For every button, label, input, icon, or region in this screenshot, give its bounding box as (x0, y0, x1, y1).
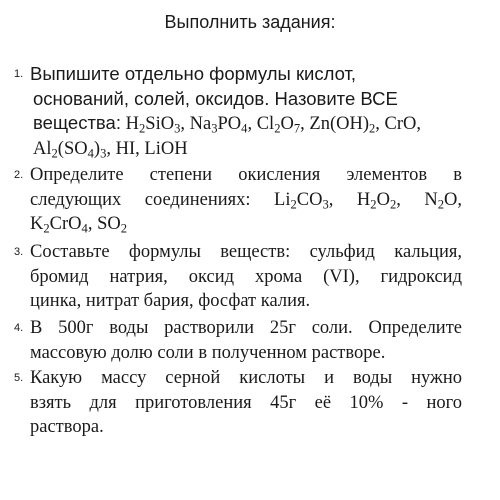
task-3-line-1: Составьте формулы веществ: сульфид кальция, (30, 242, 462, 262)
task-number: 5. (14, 372, 24, 384)
formula-h2sio3: $H_2SiO_3$ (125, 114, 181, 136)
task-5 (14, 366, 462, 440)
task-3-line-2: бромид натрия, оксид хрома (VI), гидроксид (30, 266, 462, 287)
task-2-line-1: Определите степени окисления элементов в (30, 165, 462, 185)
formulas-hi-lioh: , HI, LiOH (106, 138, 188, 159)
task-4-line-2: массовую долю соли в полученном растворе. (30, 342, 386, 363)
task-1 (14, 62, 462, 161)
task-5-line-2: взять для приготовления 45г её 10% - ного (30, 392, 462, 413)
page-title: Выполнить задания: (164, 12, 336, 32)
formula-al2-so4-3: $Al_2(SO_4)_3$ (33, 138, 107, 161)
task-1-line-4 (30, 137, 462, 162)
task-4 (14, 316, 462, 365)
formula-zn-oh-2: $Zn(OH)_2$ (309, 114, 376, 136)
task-3 (14, 240, 462, 314)
formula-cl2o7: $Cl_2O_7$ (256, 114, 301, 136)
formula-li2co3: $Li_2CO_3$ (274, 189, 329, 212)
task-number: 4. (14, 322, 24, 334)
formula-so2: $SO_2$ (97, 214, 128, 236)
task-number: 1. (14, 68, 24, 80)
formula-cro: CrO (384, 114, 417, 134)
formula-na3po4: $Na_3PO_4$ (189, 114, 248, 136)
formula-h2o2: $H_2O_2$ (356, 189, 397, 212)
task-3-line-3: цинка, нитрат бария, фосфат калия. (30, 291, 311, 311)
task-number: 2. (14, 169, 24, 181)
task-4-line-1: В 500г воды растворили 25г соли. Определите (30, 318, 462, 338)
label-veshchestva: вещества: (33, 112, 121, 133)
formula-n2o: $N_2O$, (424, 189, 463, 212)
task-2-line-2: следующих соединениях: $Li_2CO_3$, $H_2O_2$, $N_2O$, (30, 189, 463, 212)
task-2-line-3: $K_2CrO_4$, $SO_2$ (30, 214, 128, 236)
formula-k2cro4: $K_2CrO_4$ (30, 214, 88, 236)
task-5-line-1: Какую массу серной кислоты и воды нужно (30, 368, 462, 388)
task-1-line-3: вещества: $H_2SiO_3$, $Na_3PO_4$, $Cl_2O_7$, $Zn(OH)_2$, CrO, (33, 112, 422, 136)
task-number: 3. (14, 246, 24, 258)
task-1-line-1: Выпишите отдельно формулы кислот, (30, 63, 357, 84)
task-5-line-3: раствора. (30, 417, 104, 437)
task-2 (14, 163, 463, 237)
task-1-line-2: оснований, солей, оксидов. Назовите ВСЕ (33, 87, 398, 109)
